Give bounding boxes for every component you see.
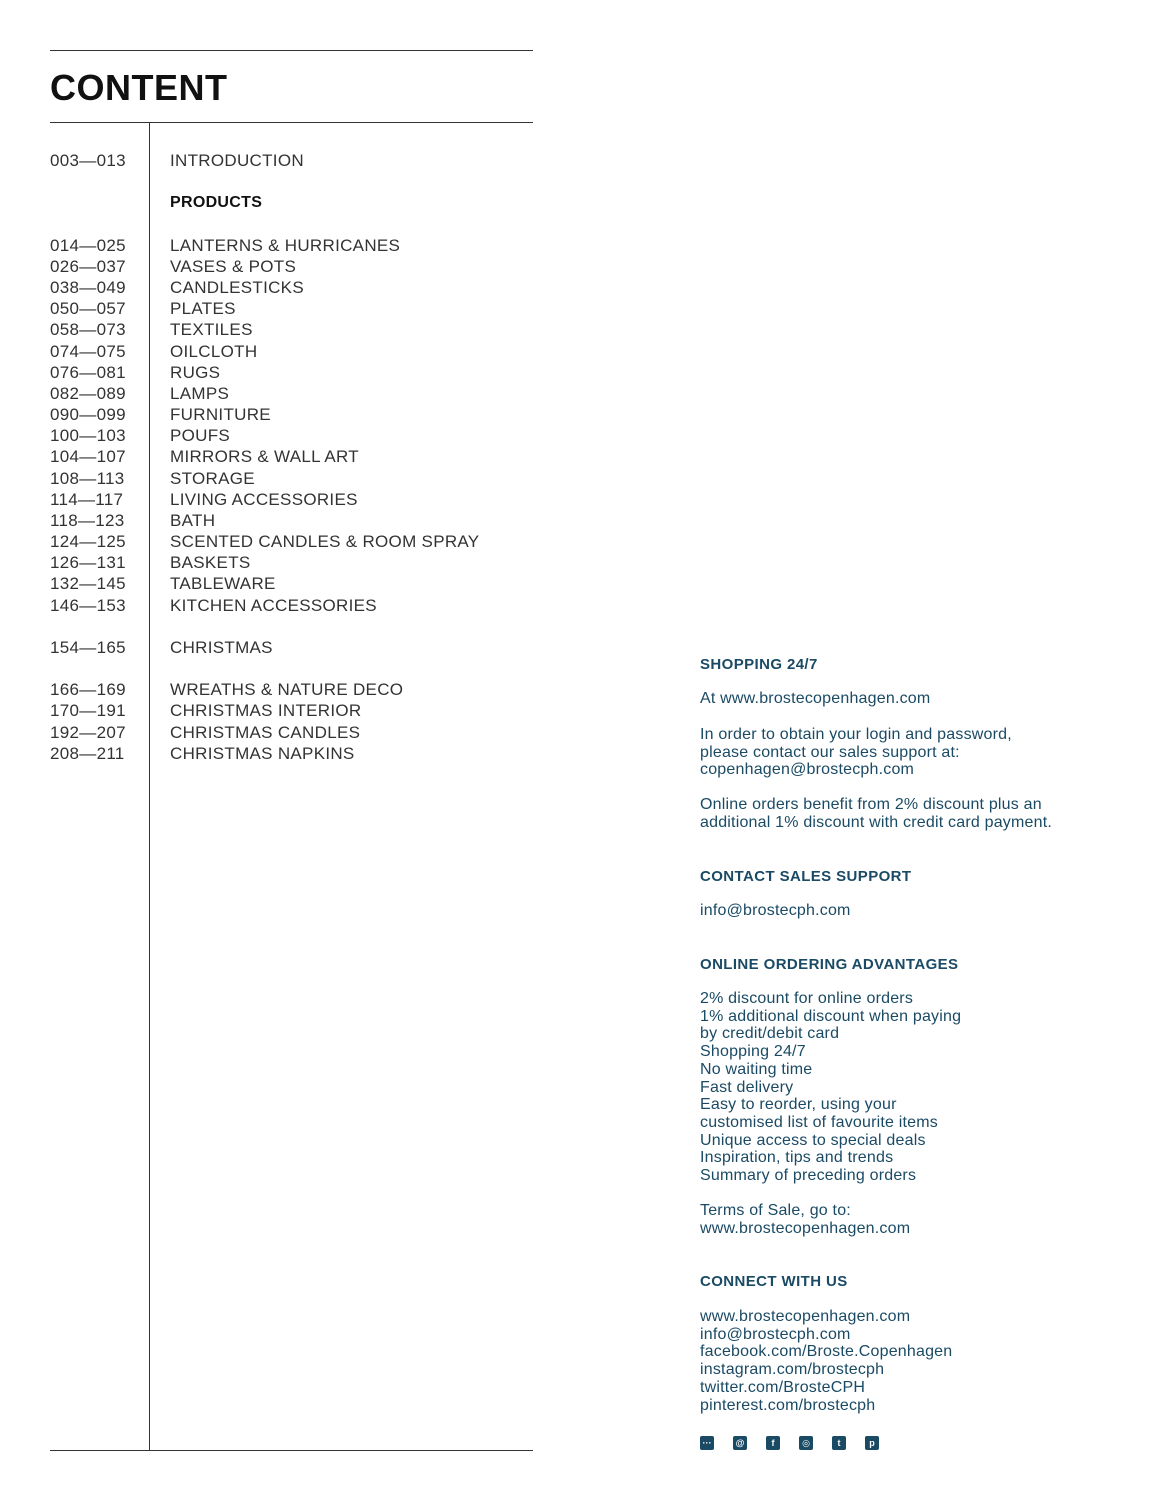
toc-page-range: 104—107 [50, 447, 126, 466]
toc-page-range: 090—099 [50, 405, 126, 424]
toc-row [0, 404, 533, 425]
shopping-site-text [700, 690, 930, 708]
connect-links [700, 1308, 952, 1414]
toc-page-range: 114—117 [50, 490, 124, 509]
discount-line: additional 1% discount with credit card payment. [700, 813, 1053, 831]
toc-row [0, 298, 533, 319]
toc-row [0, 700, 533, 721]
toc-section-label: CHRISTMAS [170, 638, 273, 657]
pinterest-icon[interactable]: p [865, 1436, 879, 1450]
toc-row [0, 510, 533, 531]
email-icon[interactable]: @ [733, 1436, 747, 1450]
toc-page-range: 082—089 [50, 384, 126, 403]
shopping-discount-text [700, 796, 1052, 831]
terms-line: Terms of Sale, go to: [700, 1202, 851, 1219]
contact-email[interactable]: info@brostecph.com [700, 902, 851, 919]
toc-section-label: VASES & POTS [170, 257, 297, 276]
advantage-item: Inspiration, tips and trends [700, 1149, 894, 1167]
toc-section-label: CHRISTMAS NAPKINS [170, 744, 355, 763]
toc-section-label: LIVING ACCESSORIES [170, 490, 358, 509]
toc-row [0, 679, 533, 700]
title-underline-rule [50, 122, 533, 123]
page-title: CONTENT [50, 67, 228, 108]
terms-link[interactable]: www.brostecopenhagen.com [700, 1219, 911, 1237]
advantages-list [700, 990, 961, 1185]
toc-row [0, 722, 533, 743]
toc-section-label: BASKETS [170, 553, 251, 572]
toc-row [0, 425, 533, 446]
toc-page-range: 170—191 [50, 701, 126, 720]
toc-section-label: STORAGE [170, 469, 255, 488]
toc-row [0, 531, 533, 552]
toc-section-label: TABLEWARE [170, 574, 276, 593]
toc-section-label: RUGS [170, 363, 221, 382]
toc-page-range: 166—169 [50, 680, 126, 699]
toc-page-range: 100—103 [50, 426, 126, 445]
toc-section-label: PRODUCTS [170, 194, 263, 211]
toc-row [0, 468, 533, 489]
toc-section-label: LANTERNS & HURRICANES [170, 236, 401, 255]
advantage-item: 2% discount for online orders [700, 990, 914, 1007]
connect-link[interactable]: facebook.com/Broste.Copenhagen [700, 1343, 953, 1361]
toc-row [0, 235, 533, 256]
toc-section-label: BATH [170, 511, 216, 530]
advantage-item: 1% additional discount when paying [700, 1007, 962, 1025]
instagram-icon[interactable]: ◎ [799, 1436, 813, 1450]
advantage-item: Easy to reorder, using your [700, 1096, 897, 1114]
connect-link[interactable]: info@brostecph.com [700, 1325, 851, 1343]
toc-row [0, 637, 533, 658]
contact-text [700, 902, 851, 920]
toc-page-range: 038—049 [50, 278, 126, 297]
advantages-heading: ONLINE ORDERING ADVANTAGES [700, 956, 959, 973]
shopping-login-text [700, 726, 1012, 779]
toc-page-range: 014—025 [50, 236, 126, 255]
advantage-item: No waiting time [700, 1060, 813, 1078]
login-line: In order to obtain your login and password, [700, 726, 1012, 743]
login-line: please contact our sales support at: [700, 743, 960, 761]
discount-line: Online orders benefit from 2% discount plus an [700, 796, 1042, 813]
shopping-heading: SHOPPING 24/7 [700, 656, 818, 673]
toc-section-label: KITCHEN ACCESSORIES [170, 596, 377, 615]
toc-section-label: OILCLOTH [170, 342, 258, 361]
toc-section-label: CHRISTMAS CANDLES [170, 723, 361, 742]
toc-page-range: 050—057 [50, 299, 126, 318]
toc-page-range: 108—113 [50, 469, 125, 488]
toc-page-range: 076—081 [50, 363, 126, 382]
advantage-item: Unique access to special deals [700, 1131, 926, 1149]
contact-heading: CONTACT SALES SUPPORT [700, 868, 912, 885]
advantage-item: Fast delivery [700, 1078, 794, 1096]
toc-row [0, 552, 533, 573]
toc-row [0, 743, 533, 764]
login-email-line[interactable]: copenhagen@brostecph.com [700, 761, 915, 779]
toc-page-range: 026—037 [50, 257, 126, 276]
toc-page-range: 003—013 [50, 151, 126, 170]
toc-page-range: 124—125 [50, 532, 126, 551]
top-rule [50, 50, 533, 51]
shopping-site-line: At www.brostecopenhagen.com [700, 690, 931, 707]
toc-page-range: 154—165 [50, 638, 126, 657]
toc-page-range: 132—145 [50, 574, 126, 593]
terms-text [700, 1202, 910, 1237]
toc-section-label: PLATES [170, 299, 236, 318]
toc-page-range: 118—123 [50, 511, 125, 530]
toc-section-label: SCENTED CANDLES & ROOM SPRAY [170, 532, 480, 551]
toc-section-label: WREATHS & NATURE DECO [170, 680, 404, 699]
connect-link[interactable]: twitter.com/BrosteCPH [700, 1378, 866, 1396]
toc-page-range: 208—211 [50, 744, 125, 763]
toc-page-range: 058—073 [50, 320, 126, 339]
toc-row [0, 489, 533, 510]
toc-section-label: MIRRORS & WALL ART [170, 447, 359, 466]
toc-row [0, 319, 533, 340]
connect-link[interactable]: www.brostecopenhagen.com [700, 1308, 911, 1325]
toc-section-label: POUFS [170, 426, 231, 445]
toc-row [0, 446, 533, 467]
advantage-item: by credit/debit card [700, 1025, 840, 1043]
bottom-rule [50, 1450, 533, 1451]
toc-section-heading [0, 192, 533, 213]
toc-row [0, 341, 533, 362]
toc-page-range: 074—075 [50, 342, 126, 361]
facebook-icon[interactable]: f [766, 1436, 780, 1450]
toc-page-range: 126—131 [50, 553, 126, 572]
toc-row [0, 277, 533, 298]
toc-page-range: 192—207 [50, 723, 126, 742]
toc-section-label: TEXTILES [170, 320, 253, 339]
twitter-icon[interactable]: t [832, 1436, 846, 1450]
web-icon[interactable]: ··· [700, 1436, 714, 1450]
advantage-item: Summary of preceding orders [700, 1167, 917, 1185]
toc-row [0, 150, 533, 171]
connect-link[interactable]: pinterest.com/brostecph [700, 1396, 876, 1414]
toc-section-label: LAMPS [170, 384, 230, 403]
advantage-item: customised list of favourite items [700, 1113, 938, 1131]
toc-section-label: INTRODUCTION [170, 151, 304, 170]
toc-row [0, 362, 533, 383]
toc-section-label: CHRISTMAS INTERIOR [170, 701, 362, 720]
connect-heading: CONNECT WITH US [700, 1273, 848, 1290]
toc-section-label: CANDLESTICKS [170, 278, 304, 297]
toc-page-range: 146—153 [50, 596, 126, 615]
toc-row [0, 256, 533, 277]
toc-row [0, 383, 533, 404]
advantage-item: Shopping 24/7 [700, 1043, 806, 1061]
toc-section-label: FURNITURE [170, 405, 271, 424]
connect-link[interactable]: instagram.com/brostecph [700, 1361, 885, 1379]
toc-row [0, 573, 533, 594]
toc-row [0, 595, 533, 616]
